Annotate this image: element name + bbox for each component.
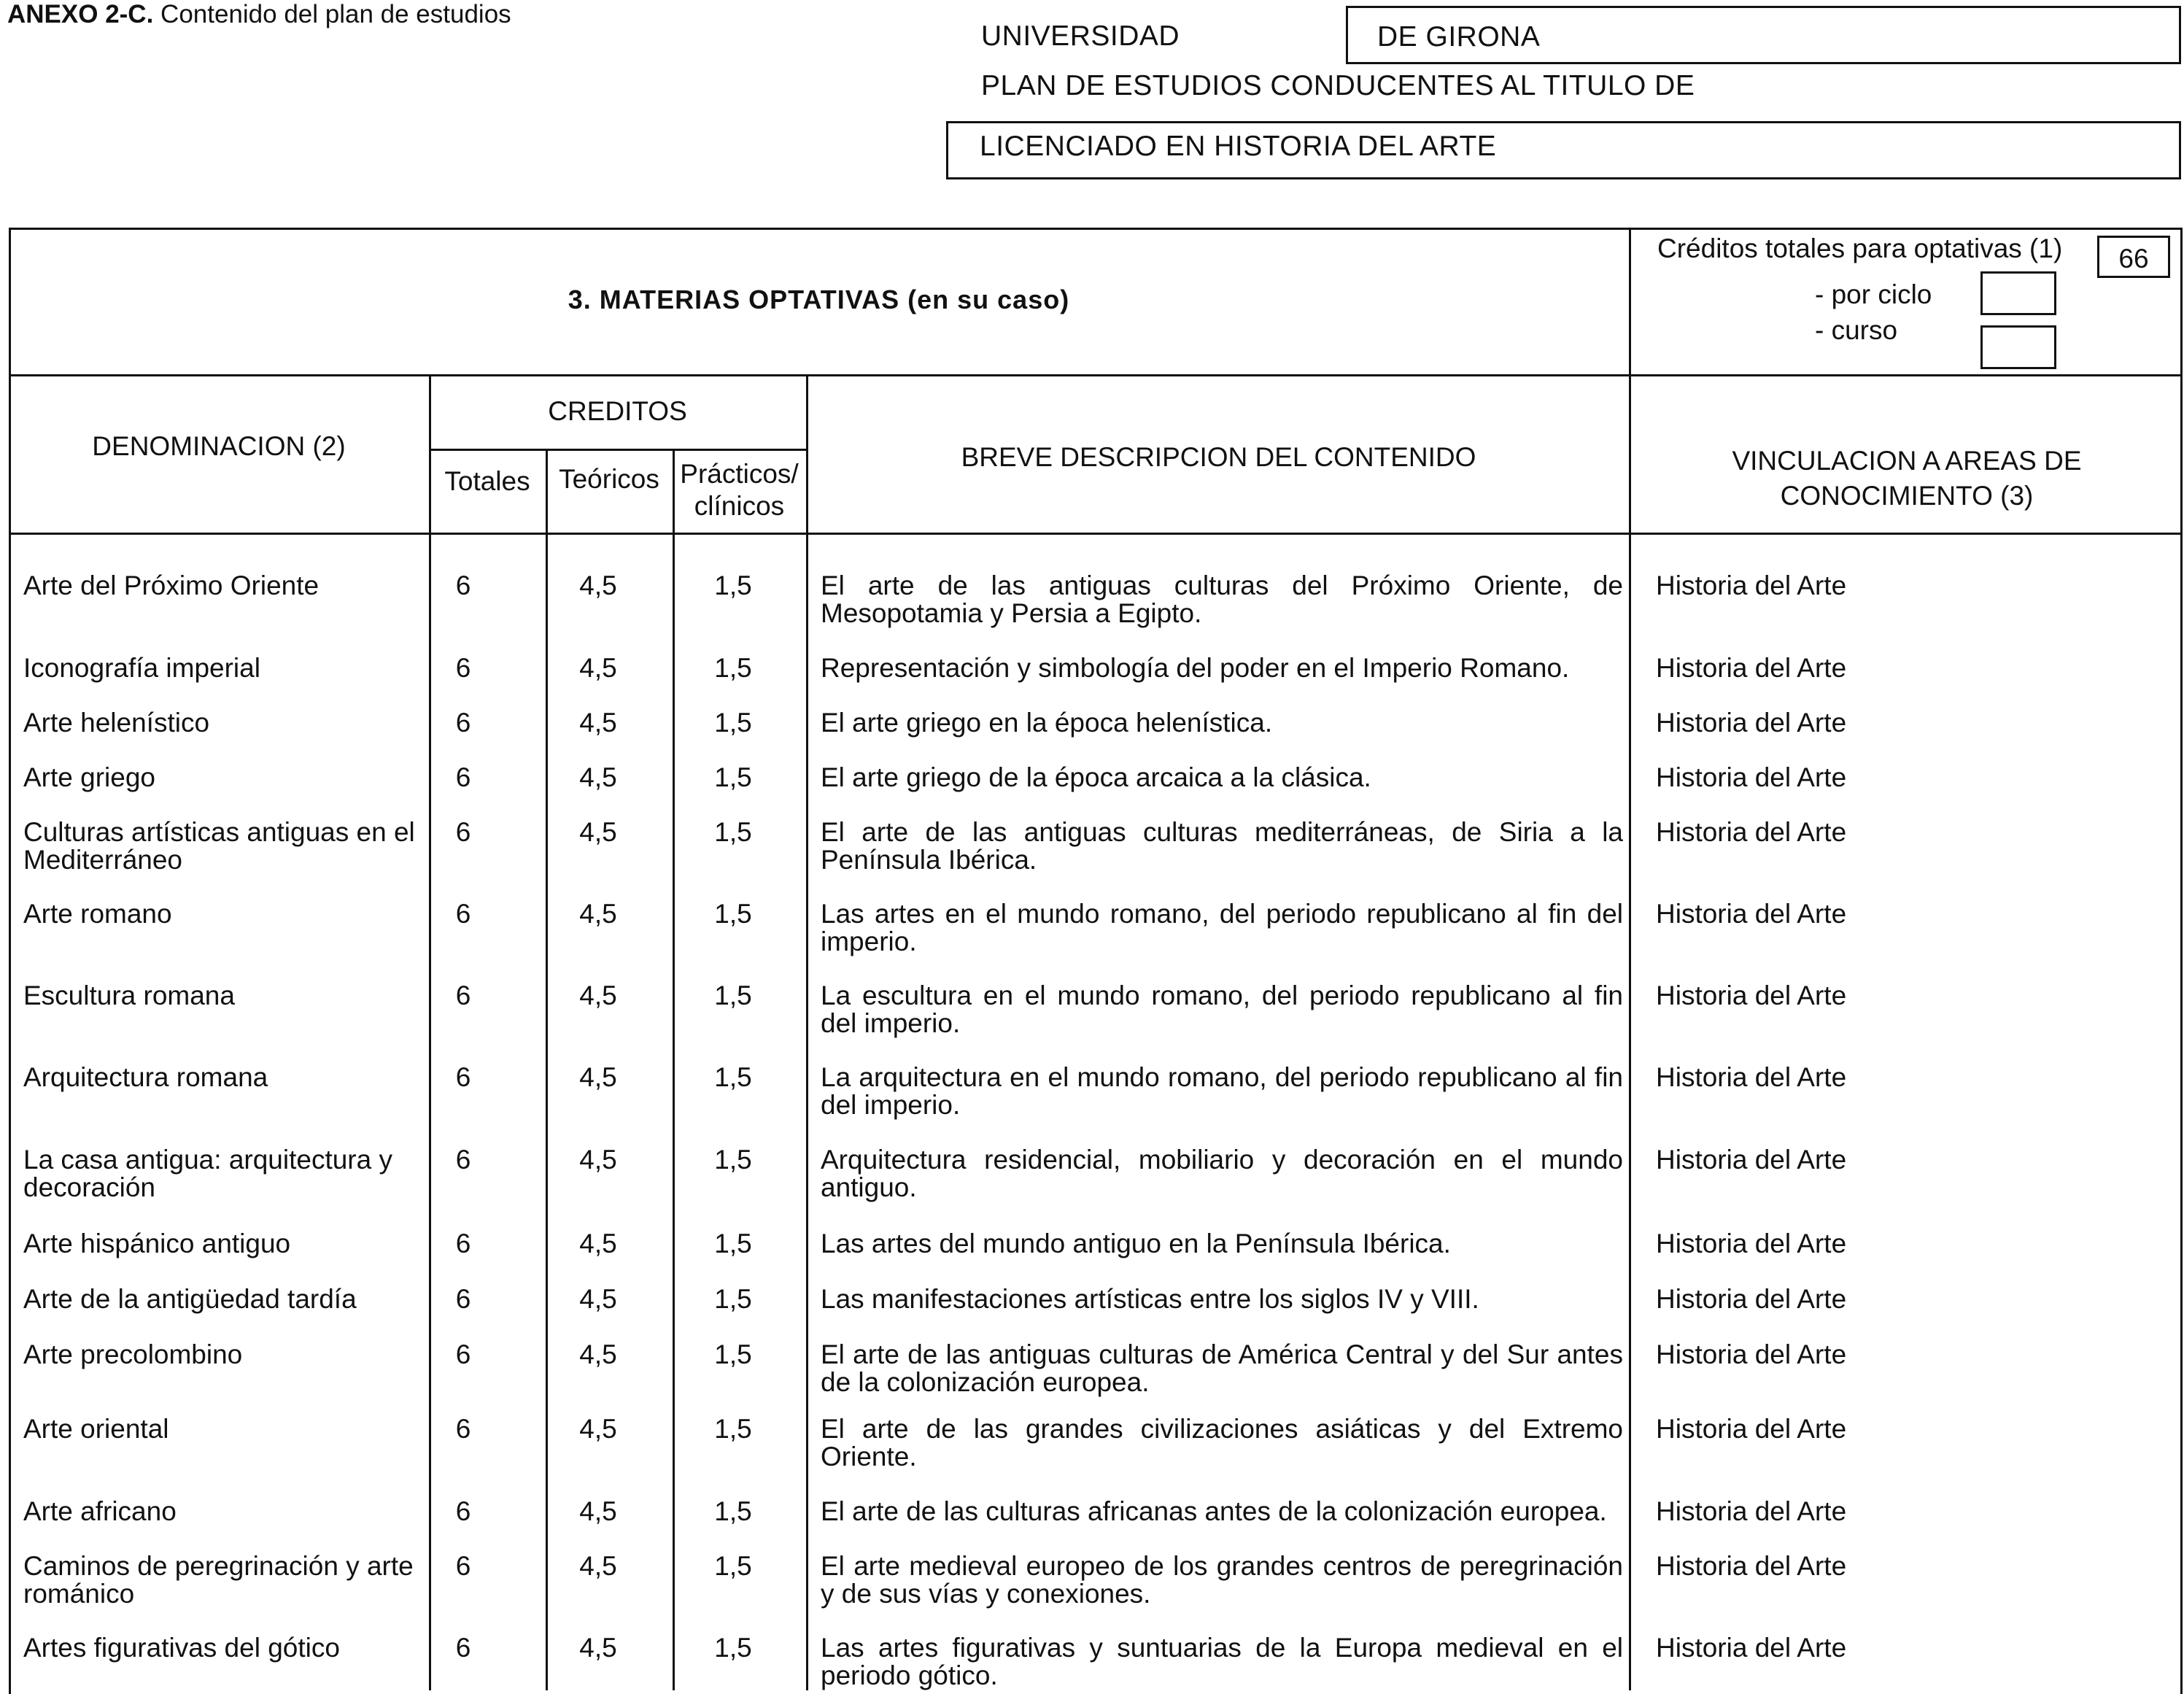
credits-theory: 4,5 [579,1145,617,1175]
knowledge-area: Historia del Arte [1656,981,1847,1010]
credits-total: 6 [455,817,471,847]
credits-total: 6 [455,1633,471,1663]
university-value: DE GIRONA [1377,21,1541,53]
subject-name: Caminos de peregrinación y arte románico [23,1551,414,1609]
subject-description: El arte de las grandes civilizaciones asiáticas y del Extremo Oriente. [821,1414,1623,1471]
credits-total: 6 [455,1229,471,1258]
knowledge-area: Historia del Arte [1656,762,1847,792]
credits-practice: 1,5 [714,762,752,792]
subject-description: Las artes figurativas y suntuarias de la Europa medieval en el periodo gótico. [821,1633,1623,1690]
annex-subtitle: Contenido del plan de estudios [153,0,511,28]
subject-name: La casa antigua: arquitectura y decoración [23,1145,392,1202]
subject-name: Escultura romana [23,981,235,1010]
subject-name: Arte oriental [23,1414,169,1444]
annex-title [7,0,511,29]
credits-total: 6 [455,653,471,683]
credits-theory: 4,5 [579,708,617,738]
table-divider [9,533,2183,535]
credits-practice: 1,5 [714,653,752,683]
credits-theory: 4,5 [579,1496,617,1526]
credits-total: 6 [455,1496,471,1526]
credits-practice: 1,5 [714,899,752,929]
knowledge-area: Historia del Arte [1656,1414,1847,1444]
total-credits-label: Créditos totales para optativas (1) [1657,233,2063,263]
subject-description: El arte de las antiguas culturas mediterráneas, de Siria a la Península Ibérica. [821,817,1623,875]
credits-total: 6 [455,1062,471,1092]
total-credits-value: 66 [2118,244,2149,274]
subject-description: El arte de las antiguas culturas de América Central y del Sur antes de la colonización europea. [821,1339,1623,1397]
credits-practice: 1,5 [714,1229,752,1258]
per-course-box [1980,325,2056,369]
credits-theory: 4,5 [579,571,617,600]
col-totales: Totales [444,466,530,496]
col-descripcion: BREVE DESCRIPCION DEL CONTENIDO [961,442,1476,472]
credits-total: 6 [455,708,471,738]
col-teoricos: Teóricos [559,464,659,494]
credits-practice: 1,5 [714,708,752,738]
column-divider [546,449,548,1690]
subject-description: El arte de las culturas africanas antes de la colonización europea. [821,1496,1607,1526]
credits-theory: 4,5 [579,653,617,683]
knowledge-area: Historia del Arte [1656,899,1847,929]
subject-description: El arte griego de la época arcaica a la clásica. [821,762,1371,792]
credits-practice: 1,5 [714,1339,752,1369]
credits-practice: 1,5 [714,571,752,600]
credits-total: 6 [455,1339,471,1369]
column-divider [673,449,675,1690]
subject-name: Arquitectura romana [23,1062,268,1092]
subject-description: El arte griego en la época helenística. [821,708,1273,738]
credits-theory: 4,5 [579,899,617,929]
credits-practice: 1,5 [714,1633,752,1663]
subject-name: Iconografía imperial [23,653,260,683]
credits-theory: 4,5 [579,1633,617,1663]
col-creditos: CREDITOS [548,396,687,426]
credits-total: 6 [455,571,471,600]
section-title: 3. MATERIAS OPTATIVAS (en su caso) [568,285,1070,314]
credits-total: 6 [455,899,471,929]
subject-description: Las artes del mundo antiguo en la Península Ibérica. [821,1229,1451,1258]
knowledge-area: Historia del Arte [1656,1551,1847,1581]
subject-description: Arquitectura residencial, mobiliario y decoración en el mundo antiguo. [821,1145,1623,1202]
credits-theory: 4,5 [579,1284,617,1314]
knowledge-area: Historia del Arte [1656,1633,1847,1663]
subject-description: La arquitectura en el mundo romano, del periodo republicano al fin del imperio. [821,1062,1623,1120]
subject-name: Arte africano [23,1496,177,1526]
credits-practice: 1,5 [714,1284,752,1314]
column-divider [429,374,431,1690]
col-denominacion: DENOMINACION (2) [92,431,346,461]
credits-total: 6 [455,1414,471,1444]
subject-description: La escultura en el mundo romano, del periodo republicano al fin del imperio. [821,981,1623,1038]
subject-name: Arte del Próximo Oriente [23,571,320,600]
per-cycle-label: - por ciclo [1815,279,1932,309]
credits-total: 6 [455,762,471,792]
university-label: UNIVERSIDAD [981,20,1180,52]
credits-total: 6 [455,1284,471,1314]
knowledge-area: Historia del Arte [1656,653,1847,683]
degree-value: LICENCIADO EN HISTORIA DEL ARTE [980,131,1497,162]
knowledge-area: Historia del Arte [1656,817,1847,847]
university-field [1346,6,2181,64]
credits-theory: 4,5 [579,817,617,847]
subject-name: Arte romano [23,899,172,929]
column-divider [806,374,808,1690]
knowledge-area: Historia del Arte [1656,1284,1847,1314]
credits-theory: 4,5 [579,1062,617,1092]
knowledge-area: Historia del Arte [1656,708,1847,738]
credits-practice: 1,5 [714,1414,752,1444]
knowledge-area: Historia del Arte [1656,1062,1847,1092]
credits-practice: 1,5 [714,1496,752,1526]
knowledge-area: Historia del Arte [1656,1496,1847,1526]
knowledge-area: Historia del Arte [1656,1145,1847,1175]
subject-name: Arte griego [23,762,155,792]
table-divider [429,449,806,451]
table-divider [9,374,2183,376]
knowledge-area: Historia del Arte [1656,1229,1847,1258]
subject-name: Arte de la antigüedad tardía [23,1284,357,1314]
credits-theory: 4,5 [579,1339,617,1369]
subject-description: El arte de las antiguas culturas del Próximo Oriente, de Mesopotamia y Persia a Egipto. [821,571,1623,628]
credits-theory: 4,5 [579,1229,617,1258]
knowledge-area: Historia del Arte [1656,1339,1847,1369]
subject-name: Arte helenístico [23,708,210,738]
credits-total: 6 [455,1145,471,1175]
credits-practice: 1,5 [714,1551,752,1581]
subject-description: Las manifestaciones artísticas entre los siglos IV y VIII. [821,1284,1479,1314]
per-cycle-box [1980,271,2056,315]
knowledge-area: Historia del Arte [1656,571,1847,600]
credits-theory: 4,5 [579,1414,617,1444]
plan-label: PLAN DE ESTUDIOS CONDUCENTES AL TITULO DE [981,70,1695,101]
subject-name: Artes figurativas del gótico [23,1633,340,1663]
degree-field [946,121,2181,179]
total-credits-box [2097,236,2170,278]
subject-description: Las artes en el mundo romano, del periodo republicano al fin del imperio. [821,899,1623,956]
credits-theory: 4,5 [579,1551,617,1581]
subject-description: El arte medieval europeo de los grandes centros de peregrinación y de sus vías y conexiones. [821,1551,1623,1609]
credits-total: 6 [455,1551,471,1581]
credits-total: 6 [455,981,471,1010]
credits-theory: 4,5 [579,762,617,792]
annex-label: ANEXO 2-C. [7,0,154,28]
per-course-label: - curso [1815,315,1898,345]
col-practicos: Prácticos/ clínicos [680,459,799,521]
credits-theory: 4,5 [579,981,617,1010]
subject-name: Arte precolombino [23,1339,243,1369]
subject-name: Arte hispánico antiguo [23,1229,291,1258]
credits-practice: 1,5 [714,981,752,1010]
credits-practice: 1,5 [714,817,752,847]
subject-name: Culturas artísticas antiguas en el Mediterráneo [23,817,415,875]
subject-description: Representación y simbología del poder en el Imperio Romano. [821,653,1570,683]
credits-practice: 1,5 [714,1062,752,1092]
credits-practice: 1,5 [714,1145,752,1175]
col-vinculacion: VINCULACION A AREAS DE CONOCIMIENTO (3) [1732,446,2082,511]
